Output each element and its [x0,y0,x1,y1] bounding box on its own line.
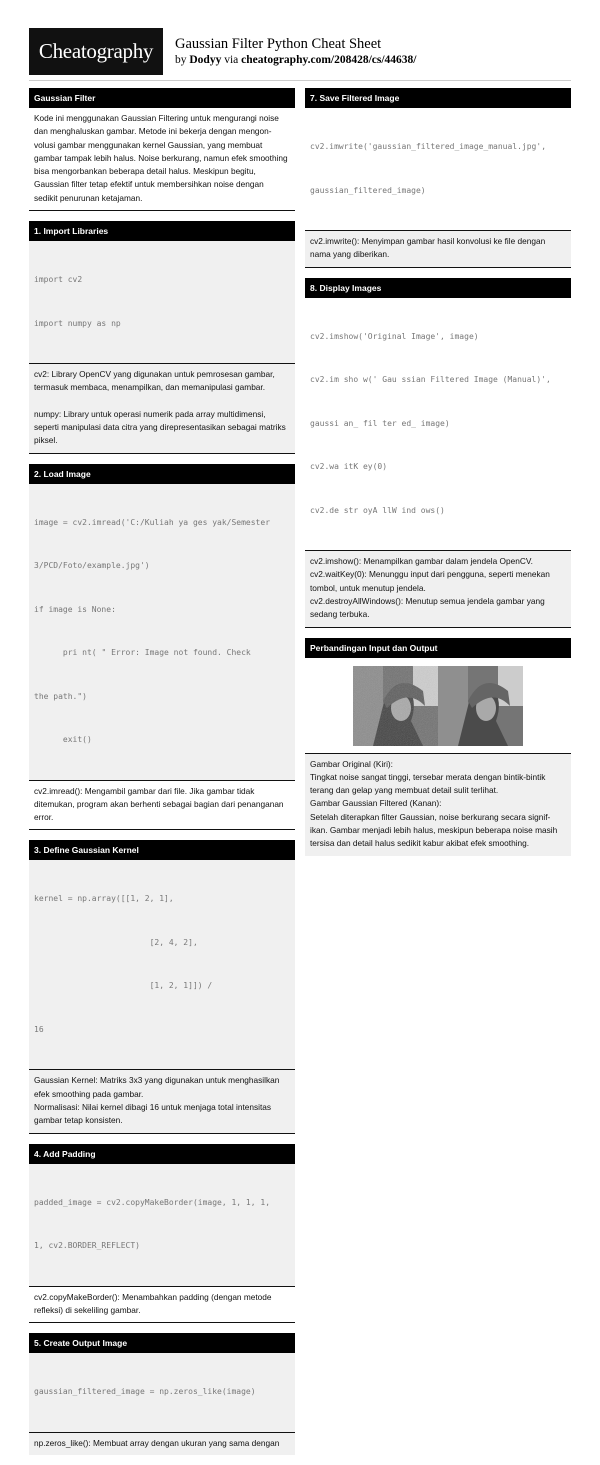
section-body [29,108,295,211]
text-line: Gaussian Kernel: Matriks 3x3 yang digunakan untuk menghasilkan [34,1075,280,1086]
page-title: Gaussian Filter Python Cheat Sheet [175,36,382,52]
filtered-image [438,666,523,746]
code-line: 16 [34,1024,44,1034]
comparison-image-cell [305,658,571,754]
text-line: tombol, untuk menutup jendela. [310,582,426,593]
code-block [305,298,571,552]
text-line: cv2.imshow(): Menampilkan gambar dalam jendela OpenCV. [310,556,533,567]
code-line: [1, 2, 1]]) / [34,981,213,991]
text-line: error. [34,812,54,823]
text-line: np.zeros_like(): Membuat array dengan ukuran yang sama dengan [34,1437,280,1448]
code-block [29,860,295,1070]
section-gaussian-filter [29,88,295,211]
spacer [34,395,290,408]
section-title: 5. Create Output Image [29,1333,295,1353]
text-line: cv2.destroyAllWindows(): Menutup semua jendela gambar yang [310,595,545,606]
cheatography-logo[interactable]: Cheatography [29,28,163,75]
section-title: Perbandingan Input dan Output [305,638,571,658]
code-line: import cv2 [34,275,83,285]
code-line: 1, cv2.BORDER_REFLECT) [34,1241,140,1251]
code-line: import numpy as np [34,318,121,328]
text-line: ditemukan, program akan berhenti sebagai bagian dari penanganan [34,798,284,809]
code-block [29,241,295,364]
text-line: nama yang diberikan. [310,249,390,260]
text-line: Setelah diterapkan filter Gaussian, noise berkurang secara signif- [310,811,551,822]
text-line: sedikit penurunan ketajaman. [34,192,143,203]
section-define-kernel [29,840,295,1133]
code-line: cv2.imwrite('gaussian_filtered_image_manual.jpg', [310,142,547,151]
text-line: volusi gambar menggunakan kernel Gaussian, yang membuat [34,139,263,150]
text-line: seperti manipulasi data citra yang direpresentasikan sebagai matriks [34,421,286,432]
text-line: Gambar Gaussian Filtered (Kanan): [310,798,442,809]
section-title: Gaussian Filter [29,88,295,108]
section-create-output [29,1333,295,1455]
code-line: kernel = np.array([[1, 2, 1], [34,894,174,904]
code-line: gaussi an_ fil ter ed_ image) [310,418,450,428]
section-title: 1. Import Libraries [29,221,295,241]
original-image [353,666,438,746]
url-link[interactable]: cheatography.com/208428/cs/44638/ [241,54,417,66]
byline [175,54,417,66]
text-line: termasuk membaca, menampilkan, dan memanipulasi gambar. [34,382,266,393]
section-title: 3. Define Gaussian Kernel [29,840,295,860]
text-line: cv2.copyMakeBorder(): Menambahkan padding (dengan metode [34,1291,272,1302]
comparison-image [353,666,523,746]
code-line: cv2.im sho w(' Gau ssian Filtered Image (Manual)', [310,375,551,385]
left-column [29,88,295,1465]
code-line: 3/PCD/Foto/example.jpg') [34,561,150,571]
text-line: cv2.imread(): Mengambil gambar dari file. Jika gambar tidak [34,785,255,796]
text-line: cv2: Library OpenCV yang digunakan untuk pemrosesan gambar, [34,369,275,380]
code-line: image = cv2.imread('C:/Kuliah ya ges yak/Semester [34,517,271,527]
code-line: if image is None: [34,604,116,614]
section-title: 4. Add Padding [29,1144,295,1164]
text-line: dan menghaluskan gambar. Metode ini bekerja dengan mengon- [34,126,272,137]
author-link[interactable]: Dodyy [189,54,222,66]
code-line: [2, 4, 2], [34,937,198,947]
description [305,551,571,627]
text-line: terang dan gelap yang membuat detail sulit terlihat. [310,785,499,796]
section-display-images [305,278,571,628]
right-column [305,88,571,866]
byline-by: by [175,54,187,66]
text-line: ikan. Gambar menjadi lebih halus, meskipun beberapa noise masih [310,825,558,836]
code-line: cv2.wa itK ey(0) [310,462,388,472]
text-line: efek smoothing pada gambar. [34,1088,144,1099]
byline-via: via [224,54,239,66]
text-line: gambar tampak lebih halus. Noise berkurang, namun efek smoothing [34,152,288,163]
text-line: tersisa dan detail halus sedikit kabur akibat efek smoothing. [310,838,530,849]
code-block [29,1164,295,1287]
text-line: gambar tetap konsisten. [34,1115,123,1126]
text-line: Kode ini menggunakan Gaussian Filtering untuk mengurangi noise [34,113,279,123]
code-line: pri nt( " Error: Image not found. Check [34,648,251,658]
text-line: cv2.waitKey(0): Menunggu input dari pengguna, seperti menekan [310,569,550,580]
description [29,1287,295,1324]
page-header [29,28,574,76]
section-title: 2. Load Image [29,464,295,484]
code-line: the path.") [34,691,87,701]
text-line: cv2.imwrite(): Menyimpan gambar hasil konvolusi ke file dengan [310,236,546,246]
code-line: padded_image = cv2.copyMakeBorder(image, 1, 1, 1, [34,1197,271,1207]
code-block [305,108,571,231]
section-comparison [305,638,571,856]
section-load-image [29,464,295,831]
text-line: bisa mengorbankan beberapa detail halus. Meskipun begitu, [34,166,256,177]
text-line: Normalisasi: Nilai kernel dibagi 16 untuk menjaga total intensitas [34,1102,272,1113]
code-line: gaussian_filtered_image = np.zeros_like(image) [34,1387,256,1397]
section-title: 8. Display Images [305,278,571,298]
section-import-libraries [29,221,295,453]
text-line: numpy: Library untuk operasi numerik pada array multidimensi, [34,408,266,419]
section-save-filtered [305,88,571,268]
text-line: piksel. [34,435,58,446]
text-line: Tingkat noise sangat tinggi, tersebar merata dengan bintik-bintik [310,771,546,782]
header-divider [29,80,571,81]
section-add-padding [29,1144,295,1324]
description [29,1433,295,1455]
description [29,364,295,453]
text-line: Gaussian filter tetap efektif untuk membersihkan noise dengan [34,179,264,190]
description [305,754,571,856]
code-line: exit() [34,735,92,745]
description [305,231,571,268]
description [29,781,295,831]
code-line: gaussian_filtered_image) [310,185,426,195]
code-line: cv2.de str oyA llW ind ows() [310,505,445,515]
code-block [29,484,295,781]
code-line: cv2.imshow('Original Image', image) [310,331,479,341]
section-title: 7. Save Filtered Image [305,88,571,108]
code-block [29,1353,295,1433]
text-line: Gambar Original (Kiri): [310,758,393,769]
text-line: refleksi) di sekeliling gambar. [34,1304,141,1315]
text-line: sedang terbuka. [310,609,370,620]
description [29,1070,295,1133]
